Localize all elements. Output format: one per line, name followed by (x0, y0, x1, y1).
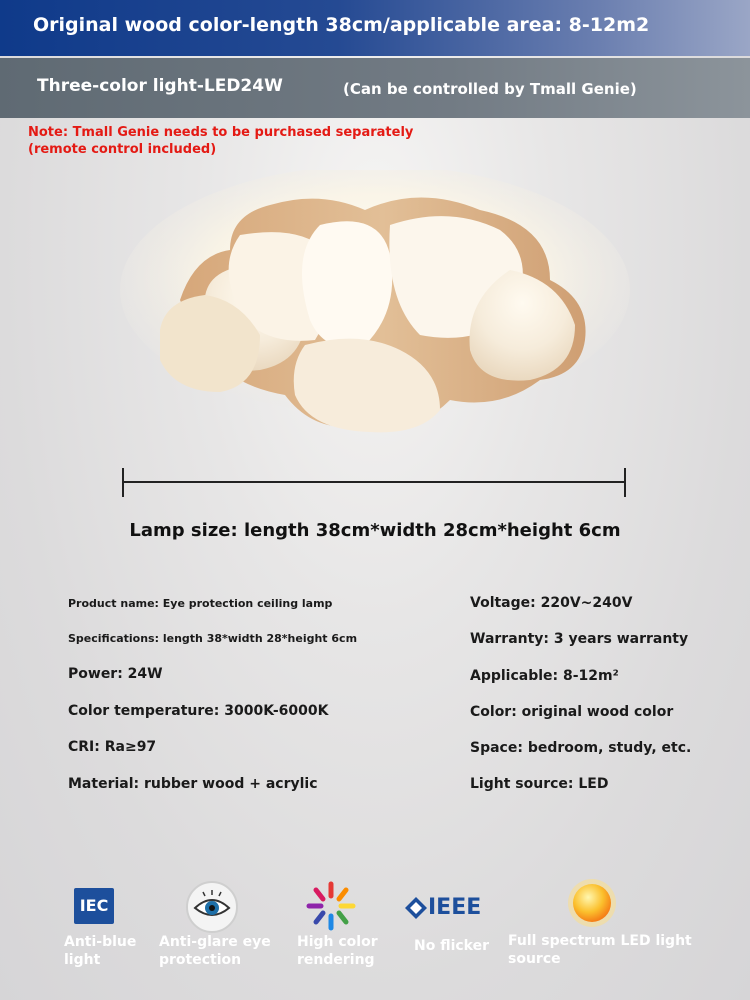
feature-no-flicker: No flicker (414, 938, 490, 954)
spec-product-name: Product name: Eye protection ceiling lamp (68, 597, 333, 610)
banner-subtitle: Three-color light-LED24W (37, 76, 283, 96)
feature-full-spectrum: Full spectrum LED light source (508, 933, 692, 967)
purchase-note: Note: Tmall Genie needs to be purchased separately (remote control included) (28, 125, 414, 157)
color-wheel-icon (305, 880, 357, 932)
spec-light-source: Light source: LED (470, 776, 609, 792)
feature-anti-blue: Anti-blue light (64, 934, 137, 968)
dimension-tick-right (624, 468, 626, 497)
feature-high-color-rendering: High color rendering (297, 934, 378, 968)
dimension-line (122, 481, 626, 483)
top-banner (0, 0, 750, 56)
lamp-image (120, 170, 630, 470)
spec-power: Power: 24W (68, 666, 163, 682)
spec-material: Material: rubber wood + acrylic (68, 776, 318, 792)
spec-applicable: Applicable: 8-12m² (470, 668, 619, 684)
spec-banner (0, 58, 750, 118)
eye-icon (185, 880, 239, 934)
banner-control-note: (Can be controlled by Tmall Genie) (343, 80, 637, 98)
feature-anti-glare: Anti-glare eye protection (159, 934, 271, 968)
ieee-icon: IEEE (404, 895, 494, 921)
spec-color-temperature: Color temperature: 3000K-6000K (68, 703, 329, 719)
spec-space: Space: bedroom, study, etc. (470, 740, 692, 756)
iec-icon: IEC (74, 888, 114, 924)
spec-specifications: Specifications: length 38*width 28*height 6cm (68, 632, 358, 645)
spec-color: Color: original wood color (470, 704, 674, 720)
spec-warranty: Warranty: 3 years warranty (470, 631, 689, 647)
sun-icon (567, 878, 617, 928)
spec-cri: CRI: Ra≥97 (68, 739, 157, 755)
spec-voltage: Voltage: 220V~240V (470, 595, 633, 611)
lamp-size-label: Lamp size: length 38cm*width 28cm*height 6cm (129, 520, 621, 541)
banner-title: Original wood color-length 38cm/applicable area: 8-12m2 (33, 14, 650, 36)
